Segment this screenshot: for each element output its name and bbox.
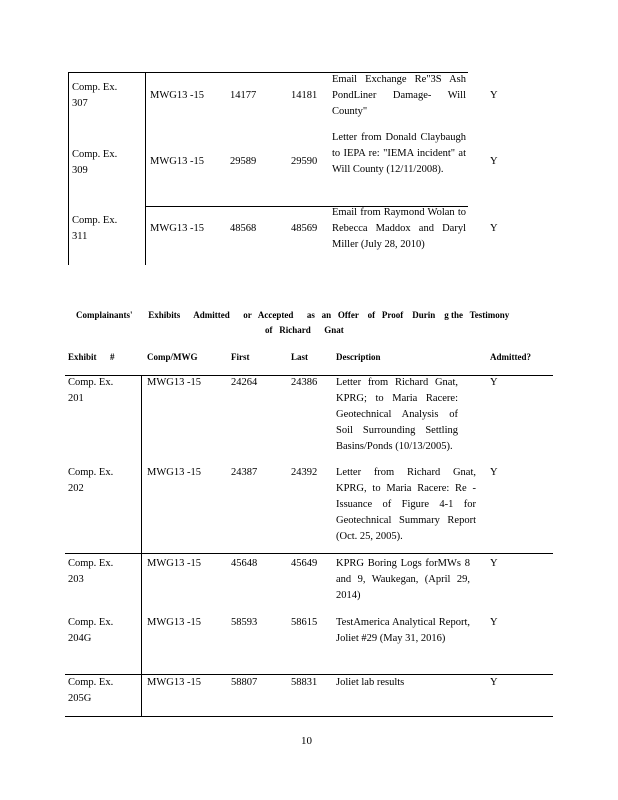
exhibit-cell: Comp. Ex. 201 bbox=[68, 377, 114, 404]
description-cell: KPRG Boring Logs forMWs 8 and 9, Waukegan, (April 29, 2014) bbox=[336, 558, 470, 601]
table1-col-divider-left bbox=[68, 72, 69, 265]
description-cell: Joliet lab results bbox=[336, 677, 405, 688]
exhibit-cell: Comp. Ex. 202 bbox=[68, 467, 114, 494]
admitted-cell: Y bbox=[490, 377, 498, 388]
first-cell: 14177 bbox=[230, 90, 257, 101]
comp-mwg-cell: MWG13 -15 bbox=[147, 677, 201, 688]
last-cell: 24392 bbox=[291, 467, 318, 478]
exhibit-cell: Comp. Ex. 205G bbox=[68, 677, 114, 704]
description-cell: Email from Raymond Wolan to Rebecca Maddox and Daryl Miller (July 28, 2010) bbox=[332, 207, 466, 250]
header-last: Last bbox=[291, 352, 309, 362]
comp-mwg-cell: MWG13 -15 bbox=[147, 558, 201, 569]
description-cell: TestAmerica Analytical Report, Joliet #29 (May 31, 2016) bbox=[336, 617, 470, 644]
admitted-cell: Y bbox=[490, 156, 498, 167]
table2-col-divider bbox=[141, 375, 142, 716]
row-rule bbox=[65, 553, 553, 554]
last-cell: 58831 bbox=[291, 677, 318, 688]
first-cell: 45648 bbox=[231, 558, 258, 569]
comp-mwg-cell: MWG13 -15 bbox=[147, 467, 201, 478]
description-cell: Letter from Richard Gnat, KPRG; to Maria Racere: Geotechnical Analysis of Soil Surrounding Settling Basins/Ponds (10/13/2005). bbox=[336, 377, 458, 452]
first-cell: 24387 bbox=[231, 467, 258, 478]
exhibit-cell: Comp. Ex. 311 bbox=[72, 215, 118, 242]
comp-mwg-cell: MWG13 -15 bbox=[150, 90, 204, 101]
bottom-rule bbox=[65, 716, 553, 717]
admitted-cell: Y bbox=[490, 677, 498, 688]
comp-mwg-cell: MWG13 -15 bbox=[147, 377, 201, 388]
exhibit-cell: Comp. Ex. 204G bbox=[68, 617, 114, 644]
admitted-cell: Y bbox=[490, 467, 498, 478]
header-first: First bbox=[231, 352, 250, 362]
caption-line-2: of Richard Gnat bbox=[265, 325, 344, 335]
caption-line-1: Complainants' Exhibits Admitted or Accepted as an Offer of Proof Durin g the Testimony bbox=[76, 310, 510, 320]
last-cell: 29590 bbox=[291, 156, 318, 167]
exhibit-cell: Comp. Ex. 307 bbox=[72, 82, 118, 109]
last-cell: 24386 bbox=[291, 377, 318, 388]
description-cell: Letter from Richard Gnat, KPRG, to Maria Racere: Re - Issuance of Figure 4-1 for Geotechnical Summary Report (Oct. 25, 2005). bbox=[336, 467, 476, 542]
first-cell: 48568 bbox=[230, 223, 257, 234]
header-admitted: Admitted? bbox=[490, 352, 531, 362]
last-cell: 58615 bbox=[291, 617, 318, 628]
description-cell: Email Exchange Re"3S Ash PondLiner Damage- Will County" bbox=[332, 74, 466, 117]
admitted-cell: Y bbox=[490, 90, 498, 101]
first-cell: 58593 bbox=[231, 617, 258, 628]
comp-mwg-cell: MWG13 -15 bbox=[147, 617, 201, 628]
last-cell: 14181 bbox=[291, 90, 318, 101]
header-description: Description bbox=[336, 352, 381, 362]
first-cell: 58807 bbox=[231, 677, 258, 688]
comp-mwg-cell: MWG13 -15 bbox=[150, 156, 204, 167]
last-cell: 45649 bbox=[291, 558, 318, 569]
exhibit-cell: Comp. Ex. 203 bbox=[68, 558, 114, 585]
table1-col-divider bbox=[145, 72, 146, 265]
exhibit-cell: Comp. Ex. 309 bbox=[72, 149, 118, 176]
admitted-cell: Y bbox=[490, 223, 498, 234]
description-cell: Letter from Donald Claybaugh to IEPA re: "IEMA incident" at Will County (12/11/2008). bbox=[332, 132, 466, 175]
first-cell: 24264 bbox=[231, 377, 258, 388]
comp-mwg-cell: MWG13 -15 bbox=[150, 223, 204, 234]
first-cell: 29589 bbox=[230, 156, 257, 167]
header-exhibit: Exhibit # bbox=[68, 352, 115, 362]
admitted-cell: Y bbox=[490, 617, 498, 628]
admitted-cell: Y bbox=[490, 558, 498, 569]
last-cell: 48569 bbox=[291, 223, 318, 234]
header-comp-mwg: Comp/MWG bbox=[147, 352, 198, 362]
page-number: 10 bbox=[301, 735, 312, 747]
